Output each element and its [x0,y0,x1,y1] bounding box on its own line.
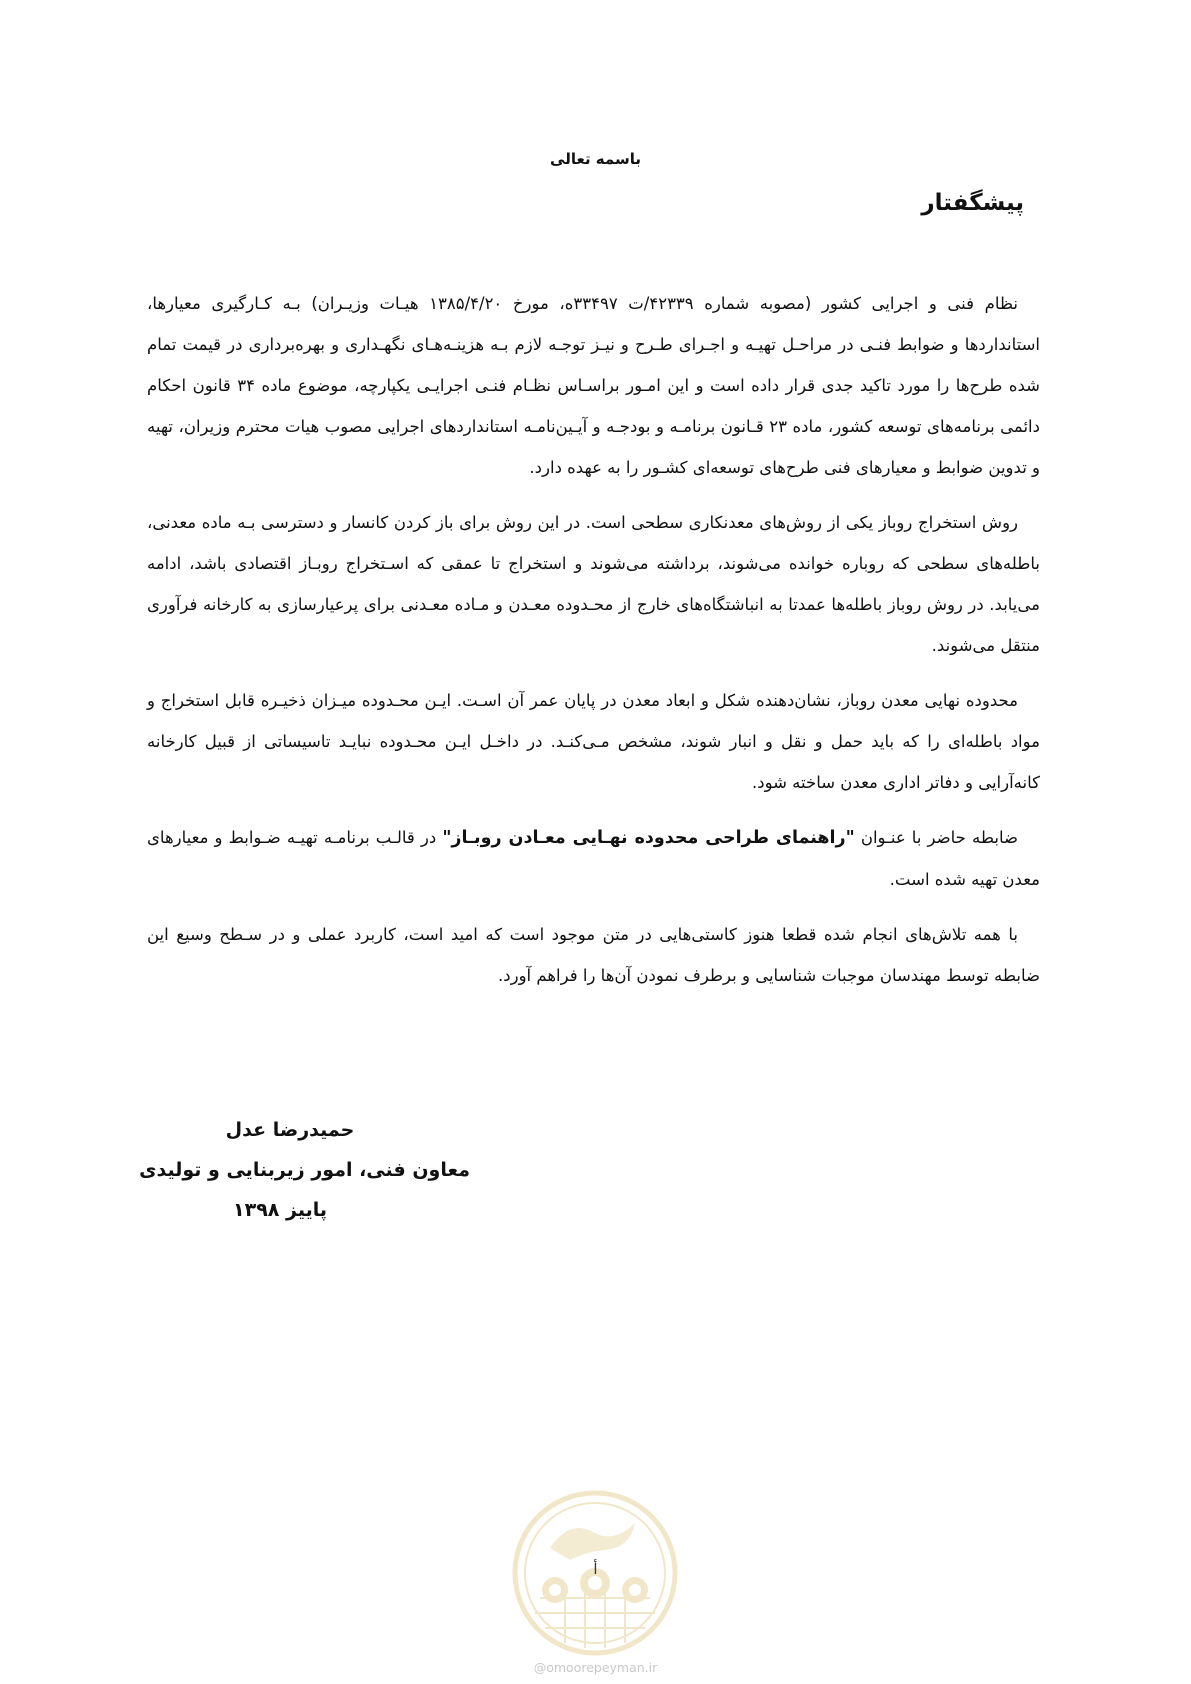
paragraph-4 [147,817,1040,900]
paragraph-3: محدوده نهایی معدن روباز، نشان‌دهنده شکل و ابعاد معدن در پایان عمر آن اسـت. ایـن محـدوده میـزان ذخیـره قابل استخراج و مواد باطله‌ای را که باید حمل و نقل و انبار شوند، مشخص مـی‌کنـد. در داخـل ایـن محـدوده نبایـد تاسیساتی از قبیل کارخانه کانه‌آرایی و دفاتر اداری معدن ساخته شود. [147,691,1040,792]
signatory-position: معاون فنی، امور زیربنایی و تولیدی [139,1159,470,1181]
paragraph-1: نظام فنی و اجرایی کشور (مصوبه شماره ۴۲۳۳۹/ت ۳۳۴۹۷ه، مورخ ۱۳۸۵/۴/۲۰ هیـات وزیـران) بـه کـارگیری معیارها، استانداردها و ضوابط فنـی در مراحـل تهیـه و اجـرای طـرح و نیـز توجـه لازم بـه هزینـه‌هـای نگهـداری و بهره‌برداری در قیمت تمام شده طرح‌ها را مورد تاکید جدی قرار داده است و این امـور براسـاس نظـام فنـی اجرایـی یکپارچه، موضوع ماده ۳۴ قانون احکام دائمی برنامه‌های توسعه کشور، ماده ۲۳ قـانون برنامـه و بودجـه و آیـین‌نامـه استانداردهای اجرایی مصوب هیات محترم وزیران، تهیه و تدوین ضوابط و معیارهای فنی طرح‌های توسعه‌ای کشـور را به عهده دارد. [147,294,1040,477]
signatory-name: حمیدرضا عدل [225,1119,355,1141]
signature-date: پاییز ۱۳۹۸ [233,1199,327,1221]
preface-body [147,283,1040,1010]
page-title: پیشگفتار [921,190,1024,216]
guideline-title: "راهنمای طراحی محدوده نهـایی معـادن روبـاز" [442,828,855,848]
signature-block [139,1110,470,1230]
paragraph-2: روش استخراج روباز یکی از روش‌های معدنکاری سطحی است. در این روش برای باز کردن کانسار و دسترسی بـه ماده معدنی، باطله‌های سطحی که روباره خوانده می‌شوند، برداشته می‌شوند و استخراج تا عمقی که اسـتخراج روبـاز اقتصادی باشد، ادامه می‌یابد. در روش روباز باطله‌ها عمدتا به انباشتگاه‌های خارج از محـدوده معـدن و مـاده معـدنی برای پرعیارسازی به کارخانه فرآوری منتقل می‌شوند. [147,513,1040,655]
paragraph-5: با همه تلاش‌های انجام شده قطعا هنوز کاستی‌هایی در متن موجود است که امید است، کاربرد عملی و در سـطح وسیع این ضابطه توسط مهندسان موجبات شناسایی و برطرف نمودن آن‌ها را فراهم آورد. [147,925,1040,985]
basmala: باسمه تعالی [550,150,641,168]
paragraph-4-tail: در قالـب برنامـه تهیـه ضـوابط و معیارهای معدن تهیه شده است. [147,828,1040,889]
paragraph-4-lead: ضابطه حاضر با عنـوان [854,828,1018,847]
watermark-site: @omoorepeyman.ir [533,1660,658,1675]
page-number: أ [593,1560,598,1578]
